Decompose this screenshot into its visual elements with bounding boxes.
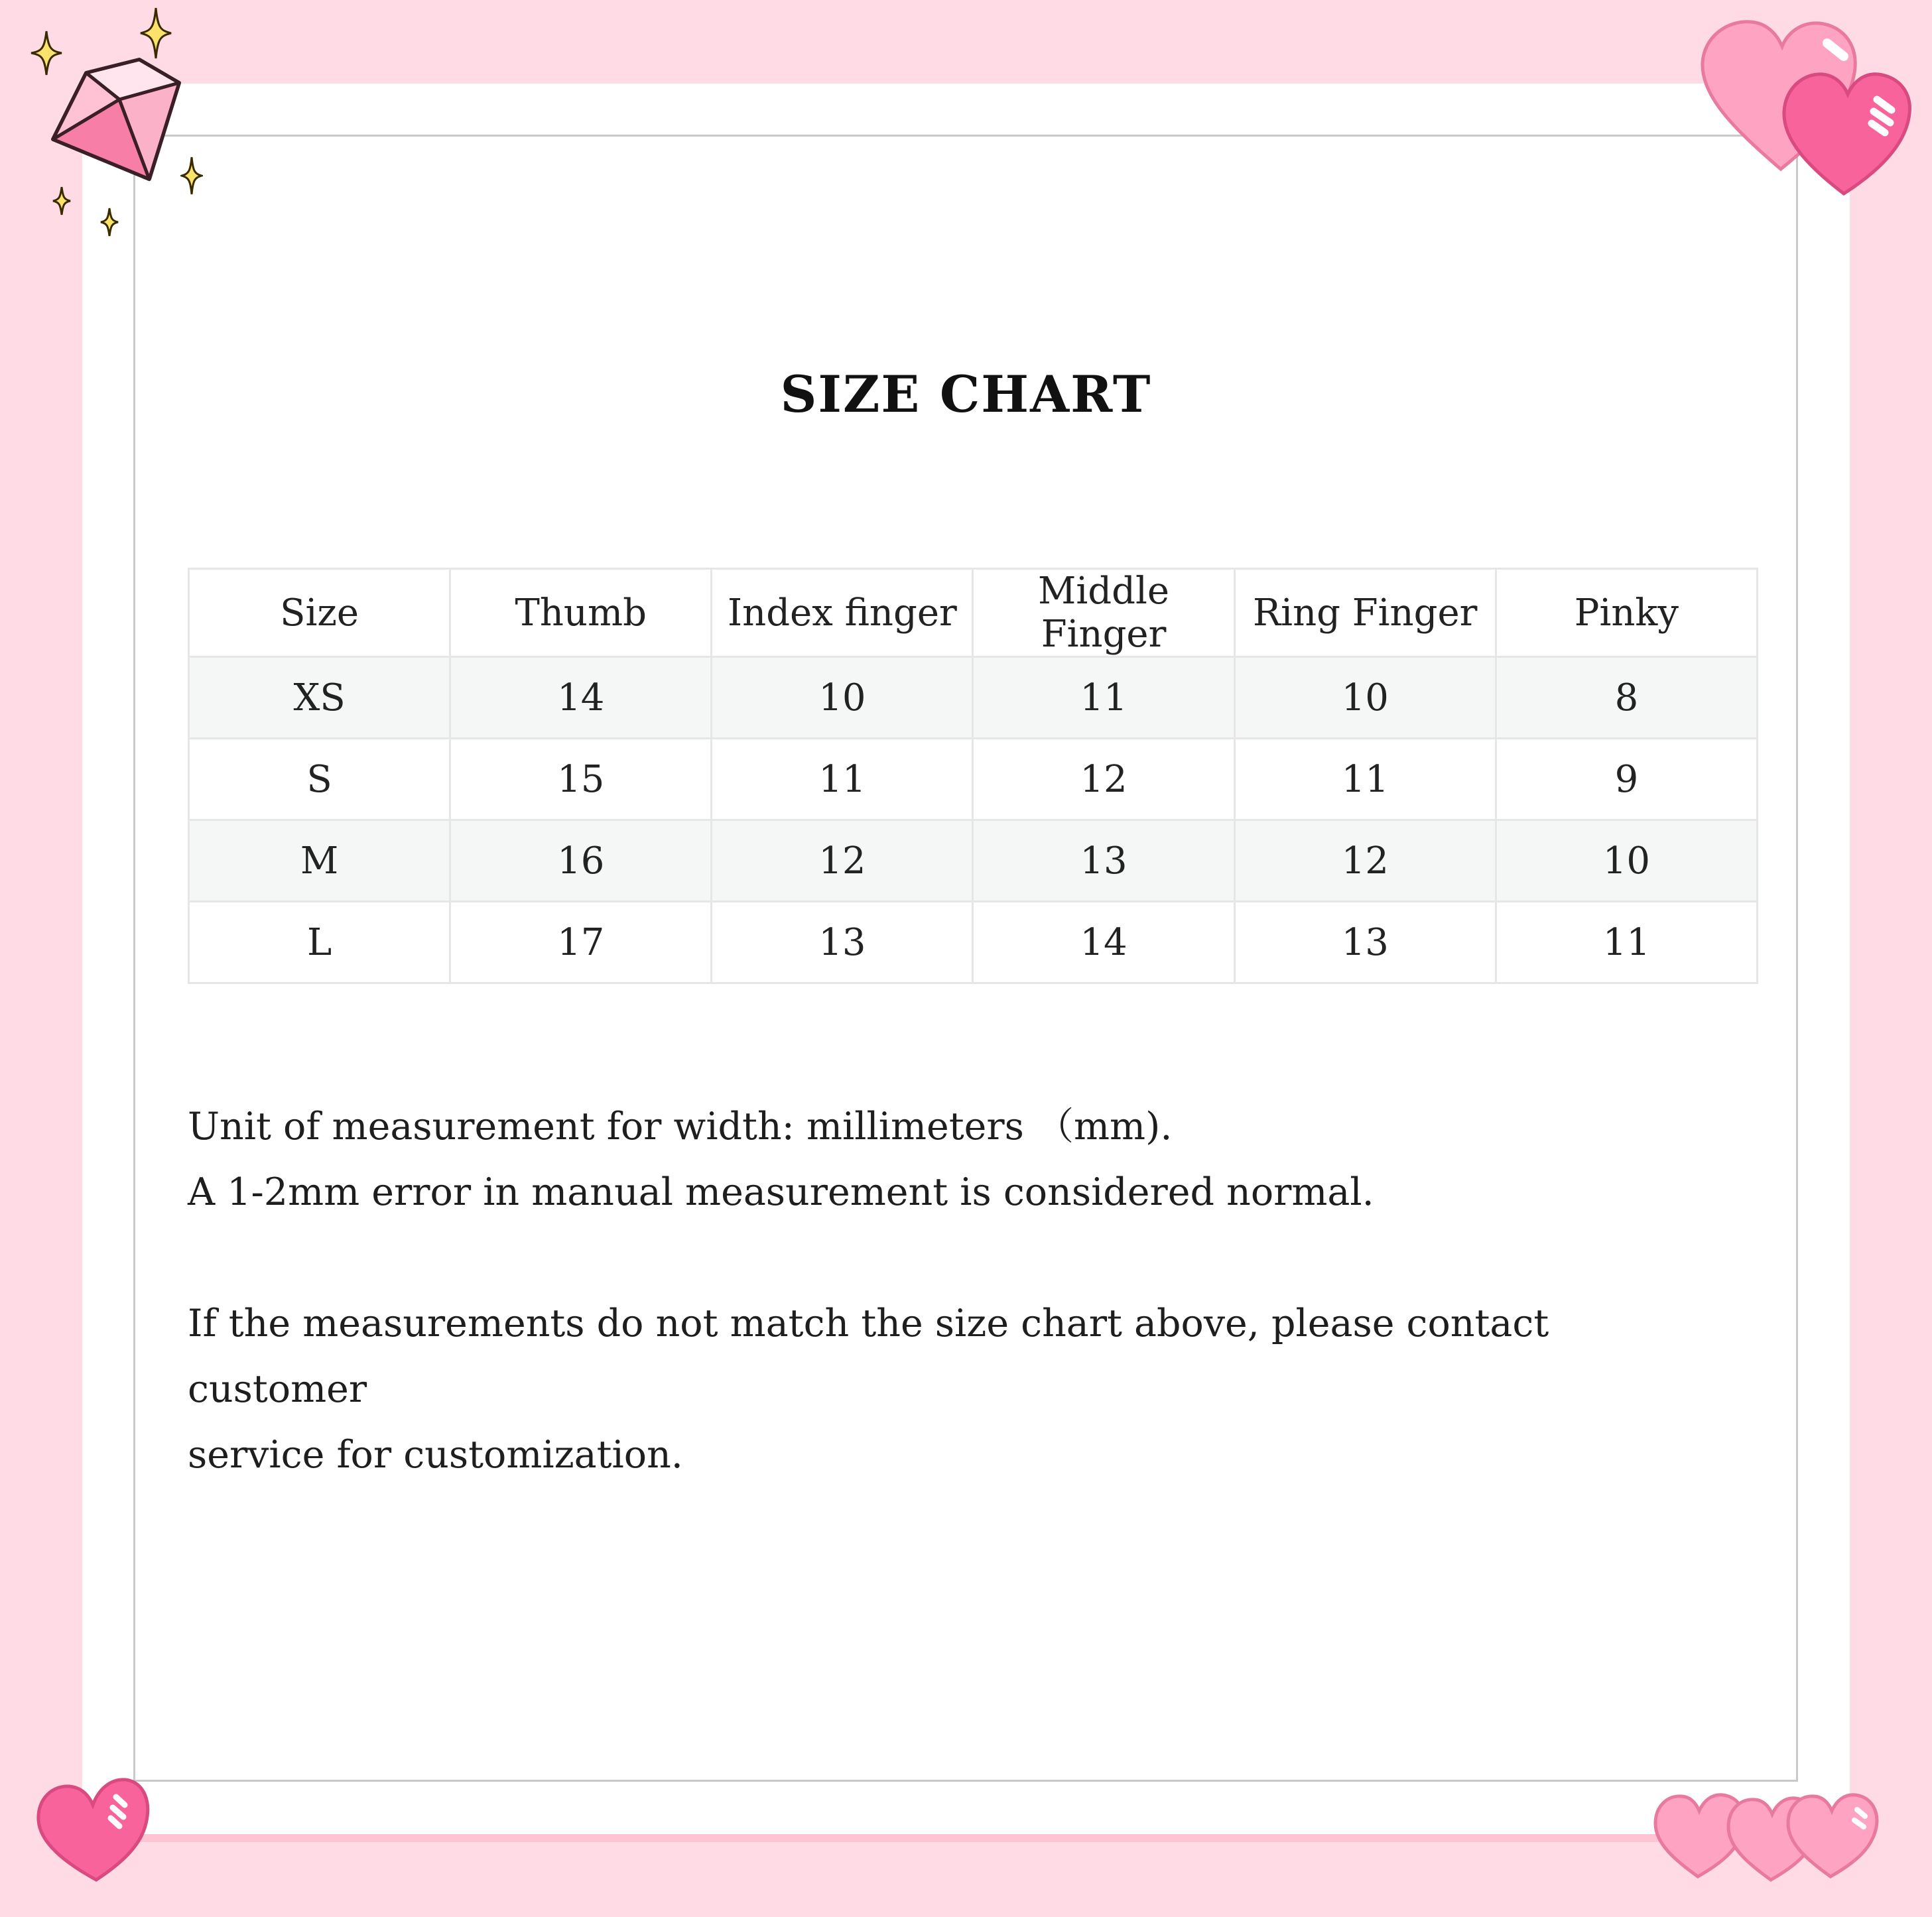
table-cell: L xyxy=(189,902,450,983)
header-index-finger: Index finger xyxy=(712,569,973,657)
notes xyxy=(188,1094,1713,1488)
table-cell: 17 xyxy=(450,902,712,983)
table-cell: 12 xyxy=(1234,820,1496,902)
note-contact: If the measurements do not match the size chart above, please contact customer xyxy=(188,1302,1549,1411)
note-unit: Unit of measurement for width: millimeters （mm). xyxy=(188,1105,1173,1148)
table-cell: 12 xyxy=(712,820,973,902)
table-row xyxy=(189,657,1758,739)
sparkle-icon xyxy=(52,186,72,216)
header-middle-finger: Middle Finger xyxy=(973,569,1234,657)
table-row xyxy=(189,820,1758,902)
table-row xyxy=(189,902,1758,983)
header-size: Size xyxy=(189,569,450,657)
notes-gap xyxy=(188,1225,1713,1291)
size-table xyxy=(188,568,1758,984)
table-header-row xyxy=(189,569,1758,657)
table-row xyxy=(189,739,1758,820)
heart-icon xyxy=(33,1770,153,1883)
heart-icon xyxy=(1777,66,1923,199)
sparkle-icon xyxy=(180,156,203,196)
heart-icon xyxy=(1784,1787,1884,1880)
note-error: A 1-2mm error in manual measurement is considered normal. xyxy=(188,1170,1374,1214)
table-cell: 10 xyxy=(712,657,973,739)
table-cell: 16 xyxy=(450,820,712,902)
table-cell: XS xyxy=(189,657,450,739)
table-cell: M xyxy=(189,820,450,902)
table-cell: 11 xyxy=(1234,739,1496,820)
table-cell: 11 xyxy=(1496,902,1757,983)
page-title: SIZE CHART xyxy=(780,365,1152,424)
sparkle-icon xyxy=(30,30,63,76)
table-cell: 8 xyxy=(1496,657,1757,739)
table-cell: 11 xyxy=(973,657,1234,739)
table-cell: 10 xyxy=(1234,657,1496,739)
table-cell: 10 xyxy=(1496,820,1757,902)
sparkle-icon xyxy=(139,7,172,60)
table-cell: 9 xyxy=(1496,739,1757,820)
table-cell: 13 xyxy=(1234,902,1496,983)
table-cell: 14 xyxy=(973,902,1234,983)
header-ring-finger: Ring Finger xyxy=(1234,569,1496,657)
note-contact-cont: service for customization. xyxy=(188,1433,683,1477)
table-cell: 13 xyxy=(712,902,973,983)
table-cell: 13 xyxy=(973,820,1234,902)
table-cell: 11 xyxy=(712,739,973,820)
header-pinky: Pinky xyxy=(1496,569,1757,657)
table-cell: 14 xyxy=(450,657,712,739)
table-cell: 12 xyxy=(973,739,1234,820)
table-cell: S xyxy=(189,739,450,820)
sparkle-icon xyxy=(99,207,119,237)
table-cell: 15 xyxy=(450,739,712,820)
header-thumb: Thumb xyxy=(450,569,712,657)
